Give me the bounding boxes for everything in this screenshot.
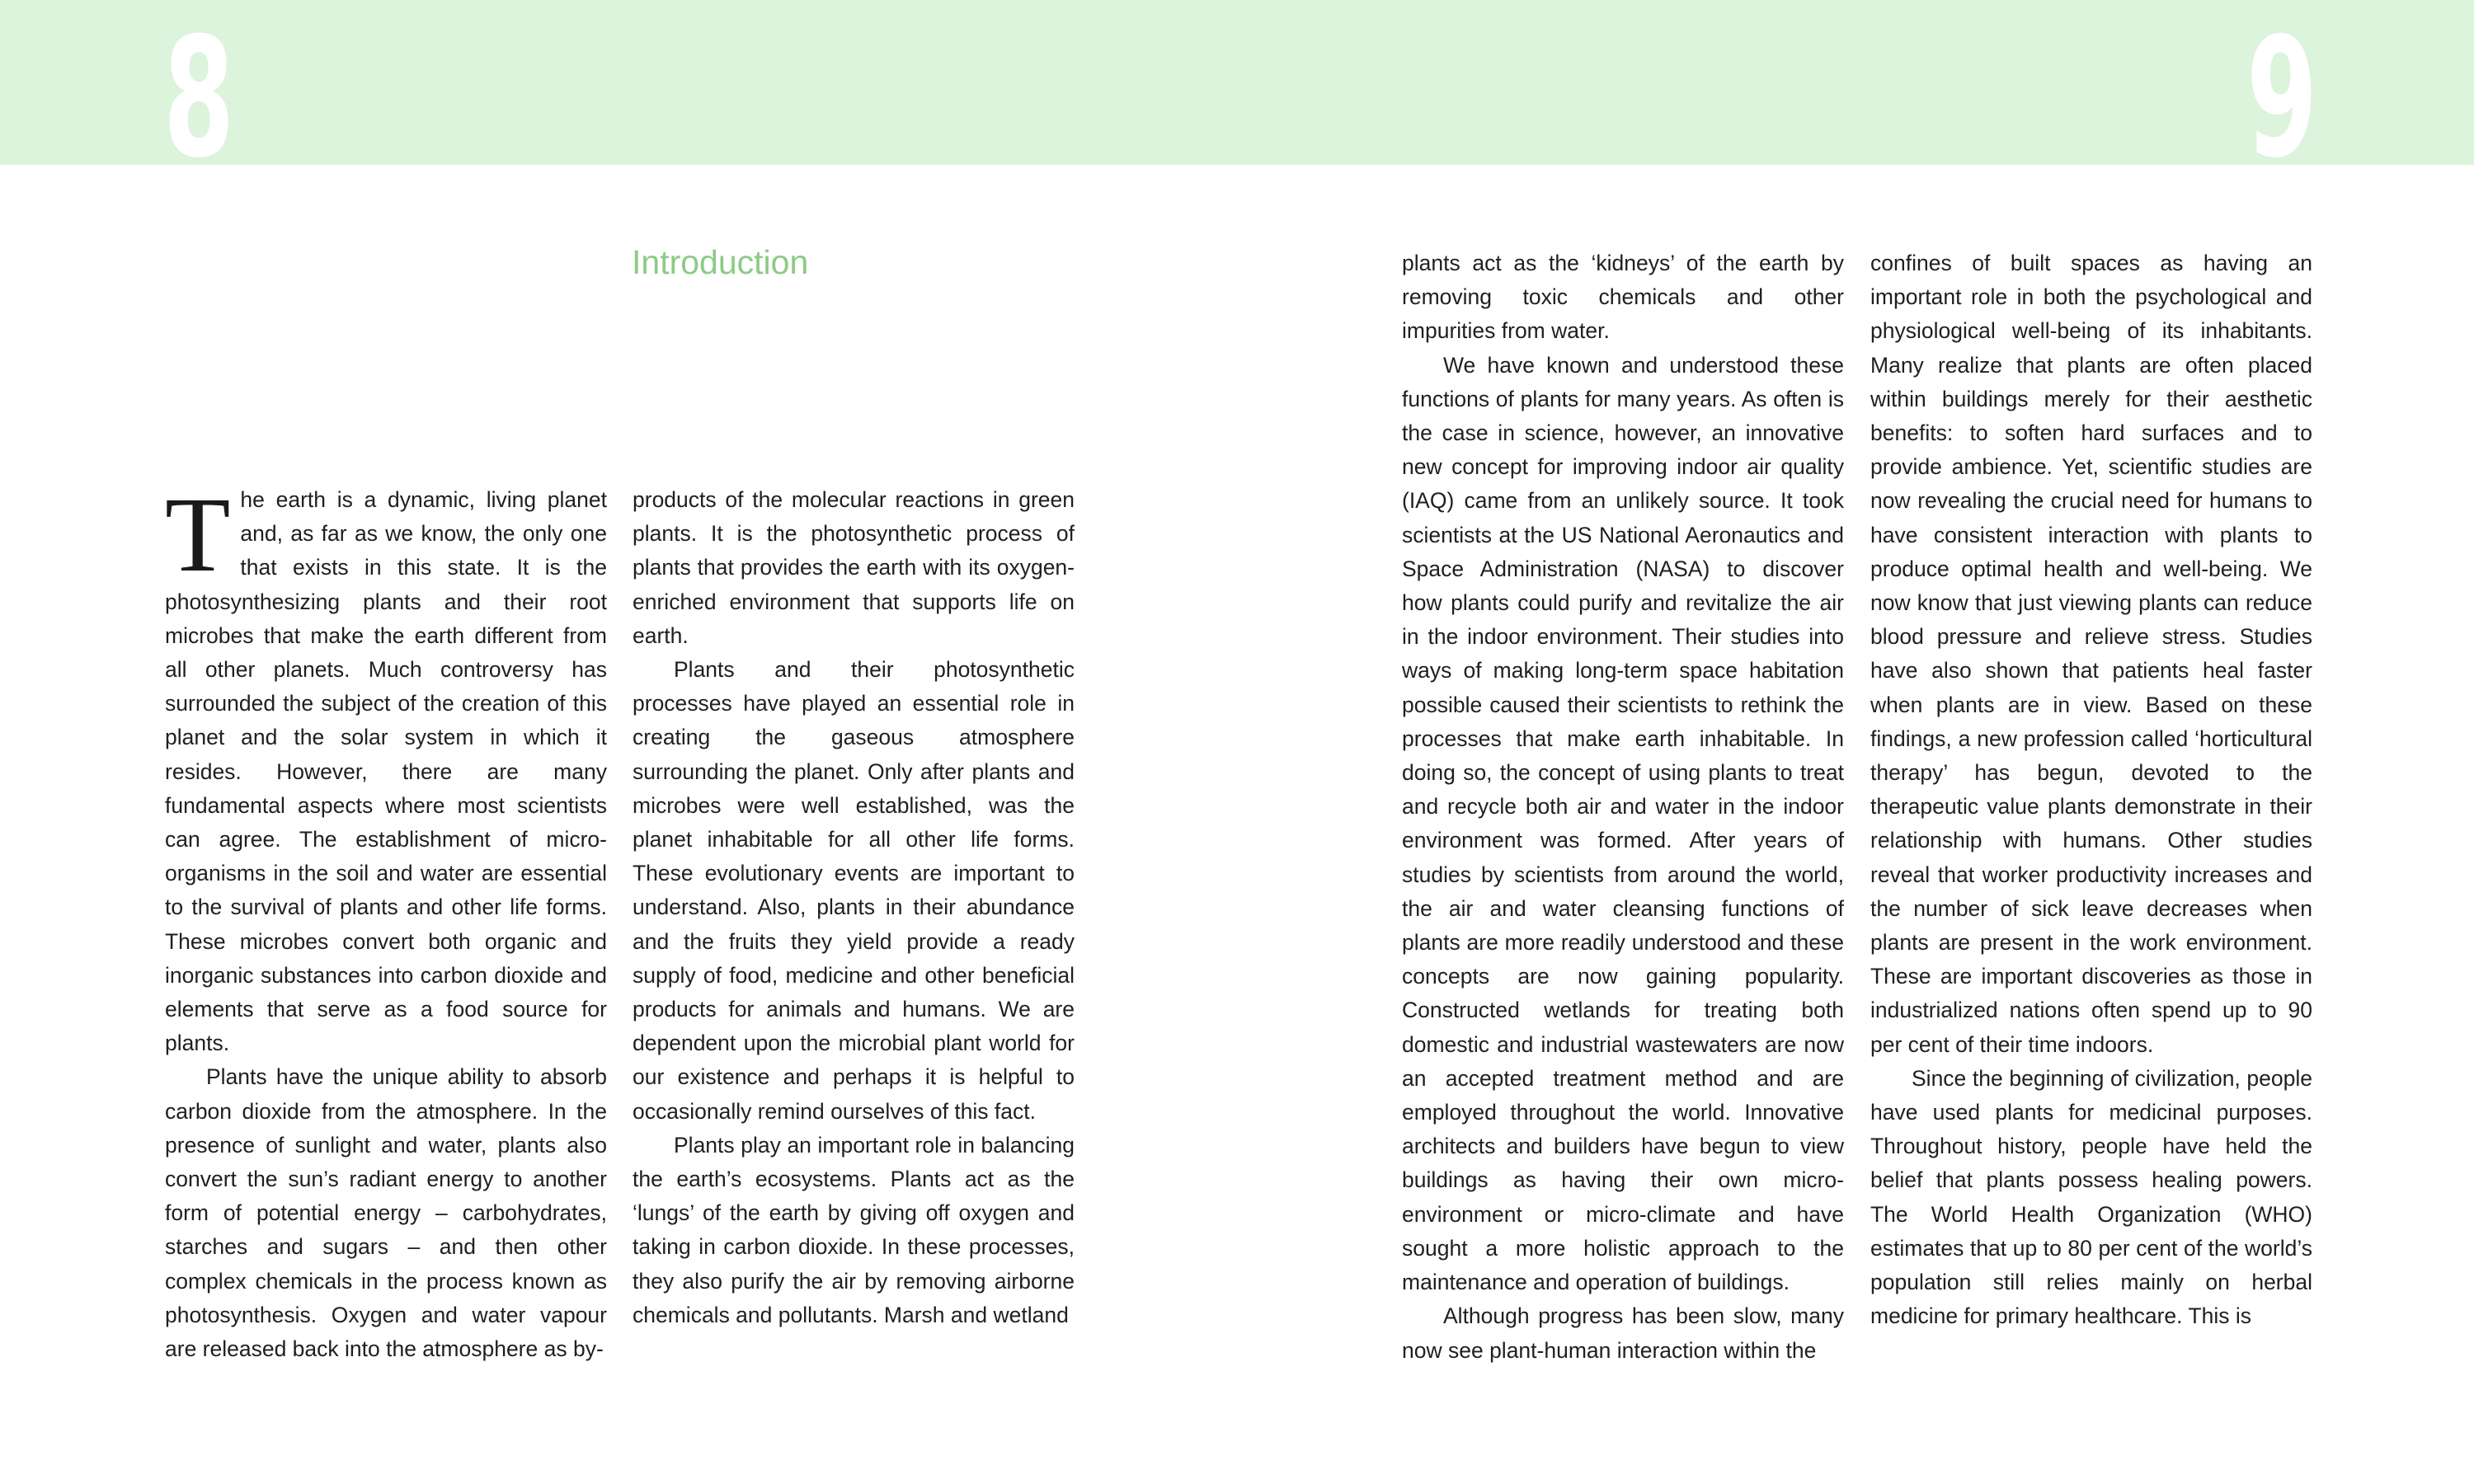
drop-cap: T: [165, 476, 231, 594]
text-column-3: [1402, 247, 1844, 1368]
paragraph: Although progress has been slow, many now see plant-human interaction within the: [1402, 1303, 1844, 1363]
text-column-4: [1870, 247, 2312, 1334]
paragraph: [165, 476, 607, 1060]
paragraph: confines of built spaces as having an important role in both the psychological and physiological well-being of its inhabitants. Many realize that plants are often placed within buildings merely for their aesthetic benefits: to soften hard surfaces and to provide ambience. Yet, scientific studies are now revealing the crucial need for humans to have consistent interaction with plants to produce optimal health and well-being. We now know that just viewing plants can reduce blood pressure and relieve stress. Studies have also shown that patients heal faster when plants are in view. Based on these findings, a new profession called ‘horticultural therapy’ has begun, devoted to the therapeutic value plants demonstrate in their relationship with humans. Other studies reveal that worker productivity increases and the number of sick leave decreases when plants are present in the work environment. These are important discoveries as those in industrialized nations often spend up to 90 per cent of their time indoors.: [1870, 251, 2312, 1057]
header-band: [0, 0, 2474, 165]
paragraph: Plants play an important role in balancing the earth’s ecosystems. Plants act as the ‘lungs’ of the earth by giving off oxygen and taking in carbon dioxide. In these processes, they also purify the air by removing airborne chemicals and pollutants. Marsh and wetland: [633, 1132, 1075, 1327]
right-page-number: 9: [2246, 2, 2318, 195]
paragraph: We have known and understood these functions of plants for many years. As often is the case in science, however, an innovative new concept for improving indoor air quality (IAQ) came from an unlikely source. It took scientists at the US National Aeronautics and Space Administration (NASA) to discover how plants could purify and revitalize the air in the indoor environment. Their studies into ways of making long-term space habitation possible caused their scientists to rethink the processes that make earth inhabitable. In doing so, the concept of using plants to treat and recycle both air and water in the indoor environment was formed. After years of studies by scientists from around the world, the air and water cleansing functions of plants are more readily understood and these concepts are now gaining popularity. Constructed wetlands for treating both domestic and industrial wastewaters are now an accepted treatment method and are employed throughout the world. Innovative architects and builders have begun to view buildings as having their own micro-environment or micro-climate and have sought a more holistic approach to the maintenance and operation of buildings.: [1402, 352, 1844, 1295]
paragraph: Plants have the unique ability to absorb carbon dioxide from the atmosphere. In the presence of sunlight and water, plants also convert the sun’s radiant energy to another form of potential energy – carbohydrates, starches and sugars – and then other complex chemicals in the process known as photosynthesis. Oxygen and water vapour are released back into the atmosphere as by-: [165, 1064, 607, 1362]
left-page-number: 8: [163, 2, 235, 195]
text-column-1: [165, 476, 607, 1366]
section-title: Introduction: [632, 243, 809, 281]
paragraph: Plants and their photosynthetic processes have played an essential role in creating the gaseous atmosphere surrounding the planet. Only after plants and microbes were well established, was the planet inhabitable for all other life forms. These evolutionary events are important to understand. Also, plants in their abundance and the fruits they yield provide a ready supply of food, medicine and other beneficial products for animals and humans. We are dependent upon the microbial plant world for our existence and perhaps it is helpful to occasionally remind ourselves of this fact.: [633, 657, 1075, 1124]
paragraph: Since the beginning of civilization, people have used plants for medicinal purposes. Throughout history, people have held the belief that plants possess healing powers. The World Health Organization (WHO) estimates that up to 80 per cent of the world’s population still relies mainly on herbal medicine for primary healthcare. This is: [1870, 1065, 2312, 1329]
paragraph: plants act as the ‘kidneys’ of the earth by removing toxic chemicals and other impurities from water.: [1402, 251, 1844, 344]
text-column-2: [633, 483, 1075, 1332]
paragraph-text: he earth is a dynamic, living planet and, as far as we know, the only one that exists in this state. It is the photosynthesizing plants and their root microbes that make the earth different from all other planets. Much controversy has surrounded the subject of the creation of this planet and the solar system in which it resides. However, there are many fundamental aspects where most scientists can agree. The establishment of micro-organisms in the soil and water are essential to the survival of plants and other life forms. These microbes convert both organic and inorganic substances into carbon dioxide and elements that serve as a food source for plants.: [165, 487, 607, 1056]
paragraph: products of the molecular reactions in green plants. It is the photosynthetic process of plants that provides the earth with its oxygen-enriched environment that supports life on earth.: [633, 487, 1075, 648]
